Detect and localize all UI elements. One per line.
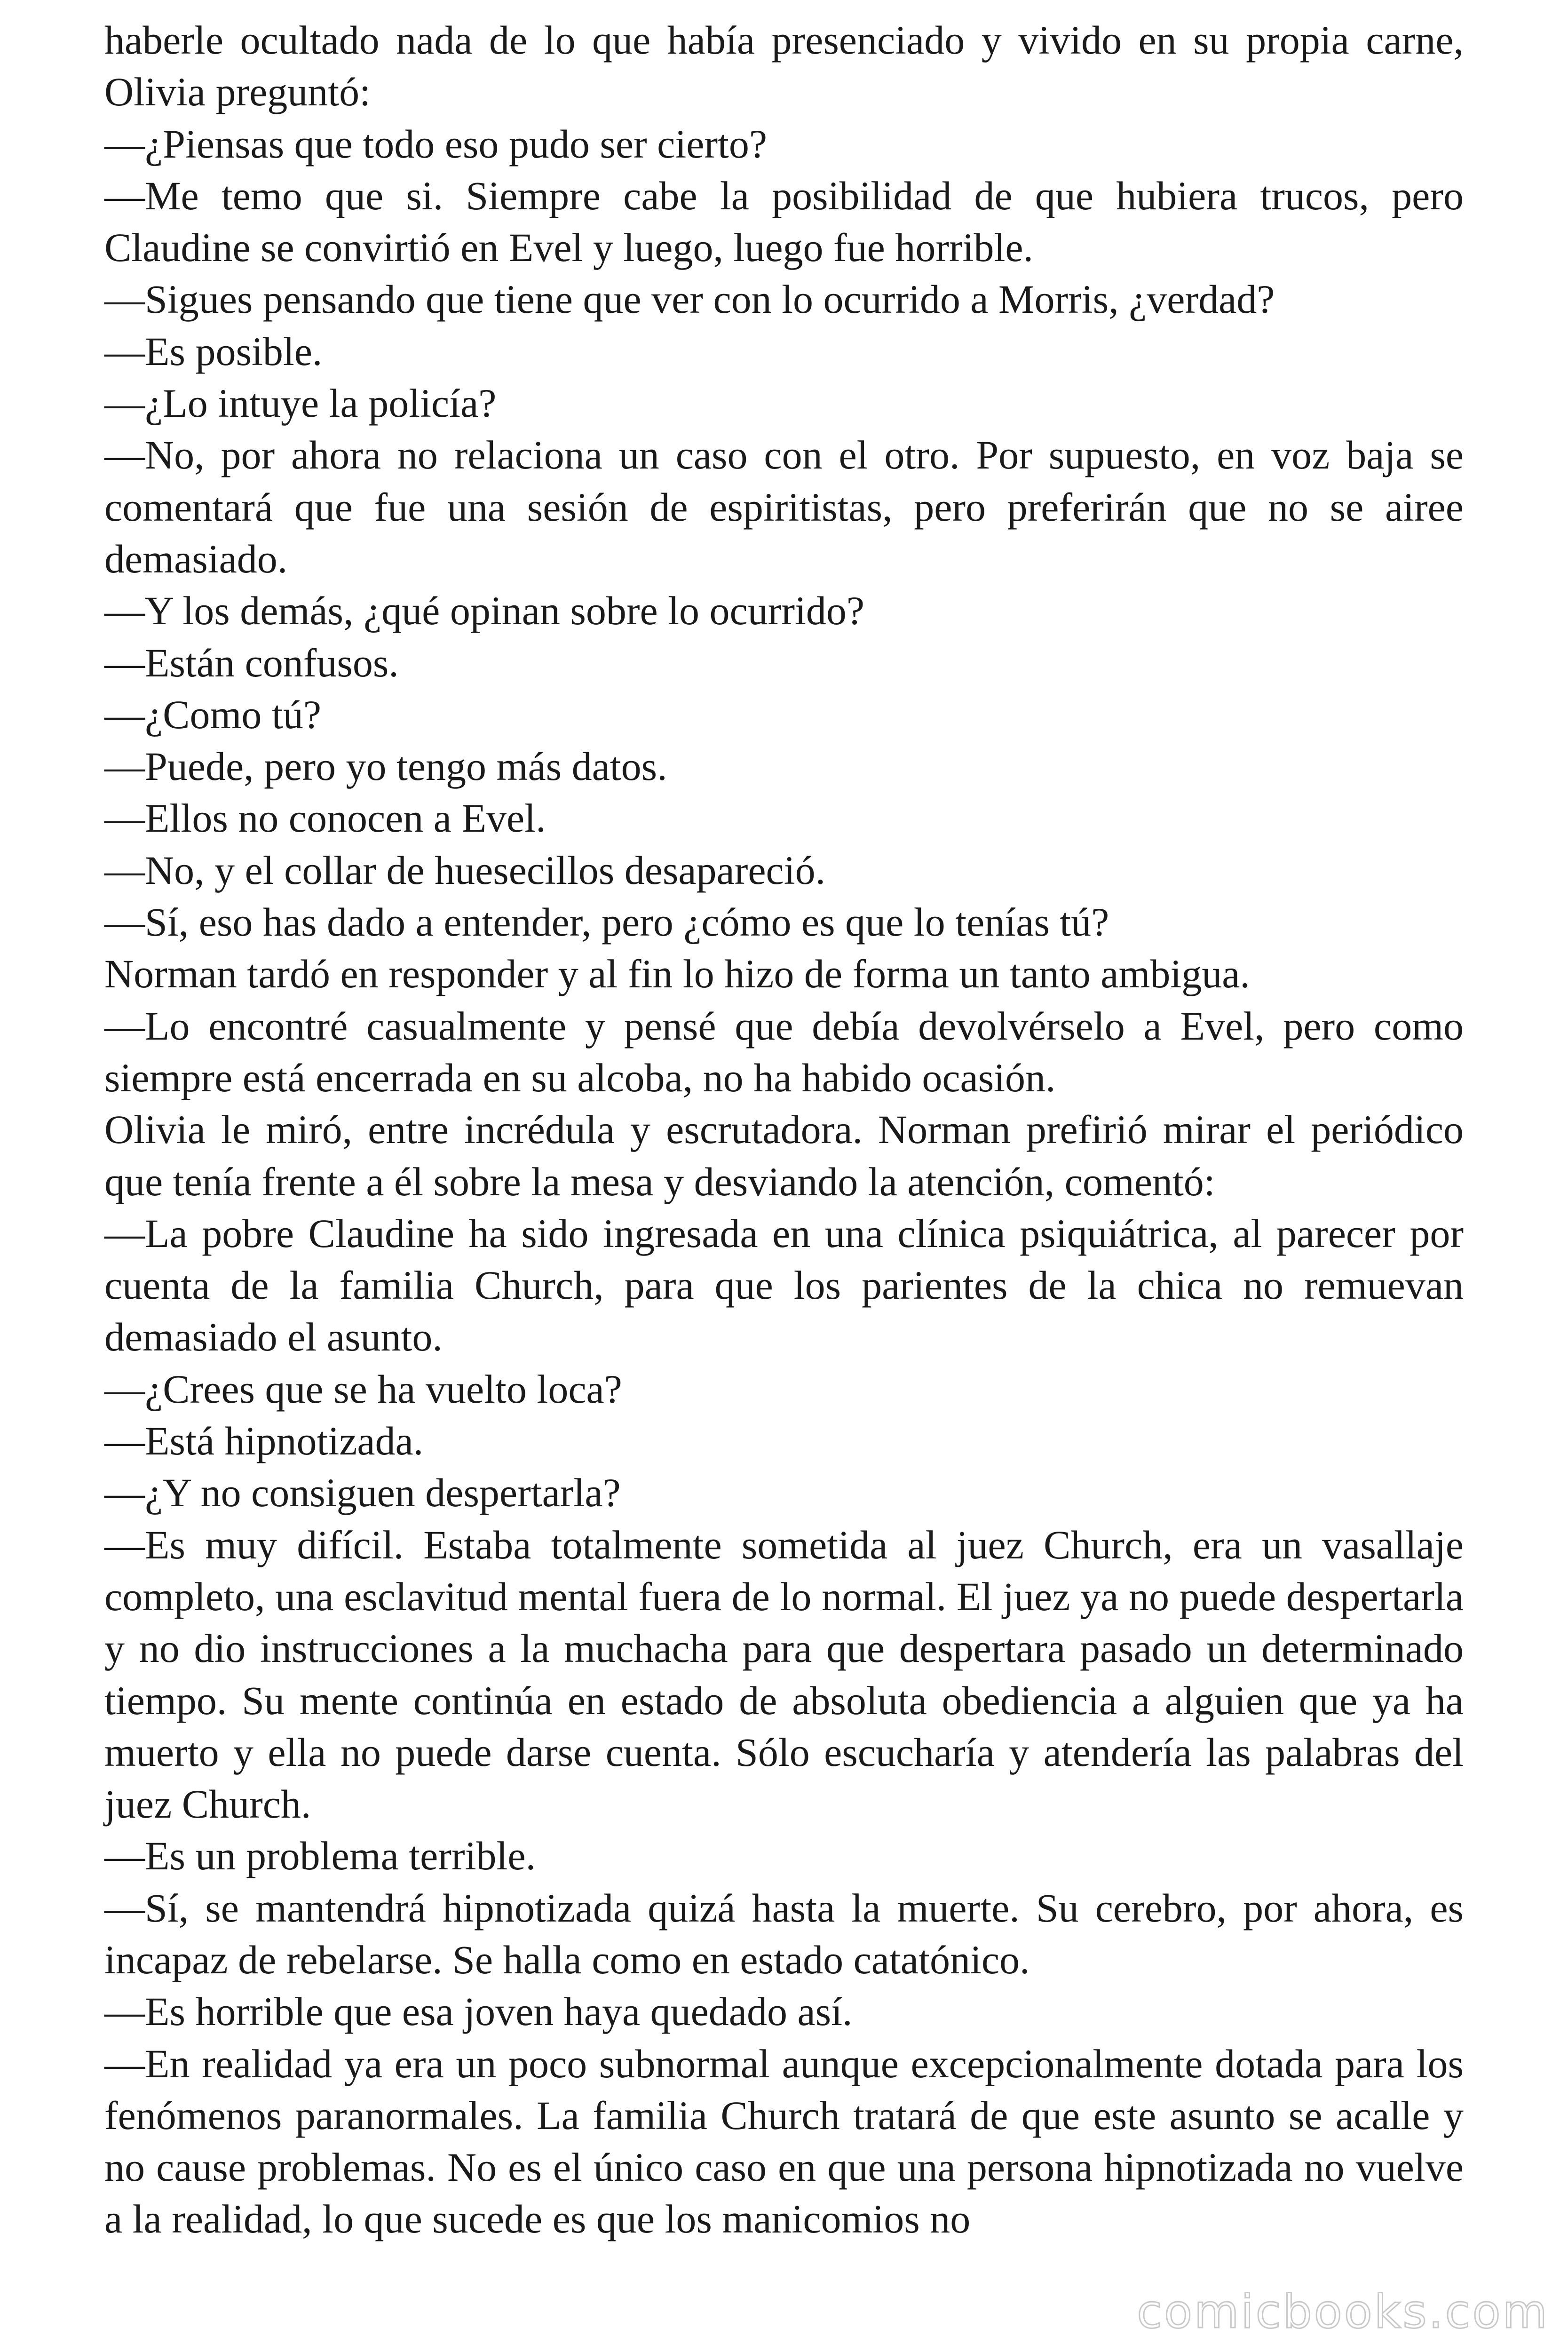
paragraph: —Está hipnotizada. xyxy=(104,1418,424,1464)
paragraph: —Sigues pensando que tiene que ver con lo ocurrido a Morris, ¿verdad? xyxy=(104,277,1275,322)
paragraph: —Sí, se mantendrá hipnotizada quizá hasta la muerte. Su cerebro, por ahora, es incapaz de rebelarse. Se halla como en estado catatónico. xyxy=(104,1885,1464,1982)
paragraph: —¿Como tú? xyxy=(104,691,321,737)
paragraph: —No, por ahora no relaciona un caso con el otro. Por supuesto, en voz baja se comentará que fue una sesión de espiritistas, pero preferirán que no se airee demasiado. xyxy=(104,432,1464,581)
paragraph: —Puede, pero yo tengo más datos. xyxy=(104,744,667,789)
paragraph: —¿Piensas que todo eso pudo ser cierto? xyxy=(104,121,768,167)
paragraph: —Sí, eso has dado a entender, pero ¿cómo es que lo tenías tú? xyxy=(104,899,1109,945)
paragraph: —¿Crees que se ha vuelto loca? xyxy=(104,1366,622,1412)
paragraph: —¿Y no consiguen despertarla? xyxy=(104,1470,621,1516)
paragraph: —Es horrible que esa joven haya quedado así. xyxy=(104,1989,853,2034)
paragraph: —Me temo que si. Siempre cabe la posibilidad de que hubiera trucos, pero Claudine se convirtió en Evel y luego, luego fue horrible. xyxy=(104,173,1464,270)
paragraph: —La pobre Claudine ha sido ingresada en una clínica psiquiátrica, al parecer por cuenta de la familia Church, para que los parientes de la chica no remuevan demasiado el asunto. xyxy=(104,1210,1464,1360)
paragraph: —No, y el collar de huesecillos desapareció. xyxy=(104,847,826,893)
paragraph: haberle ocultado nada de lo que había presenciado y vivido en su propia carne, Olivia preguntó: xyxy=(104,17,1464,115)
document-page xyxy=(104,14,1464,2319)
paragraph: —Es posible. xyxy=(104,328,323,374)
paragraph: —Ellos no conocen a Evel. xyxy=(104,795,546,841)
paragraph: Norman tardó en responder y al fin lo hizo de forma un tanto ambigua. xyxy=(104,951,1250,997)
paragraph: —Es muy difícil. Estaba totalmente sometida al juez Church, era un vasallaje completo, una esclavitud mental fuera de lo normal. El juez ya no puede despertarla y no dio instrucciones a la muchacha para que despertara pasado un determinado tiempo. Su mente continúa en estado de absoluta obediencia a alguien que ya ha muerto y ella no puede darse cuenta. Sólo escucharía y atendería las palabras del juez Church. xyxy=(104,1522,1464,1827)
paragraph: —Es un problema terrible. xyxy=(104,1833,536,1879)
watermark: comicbooks.com xyxy=(1137,2285,1549,2339)
paragraph: —En realidad ya era un poco subnormal aunque excepcionalmente dotada para los fenómenos paranormales. La familia Church tratará de que este asunto se acalle y no cause problemas. No es el único caso en que una persona hipnotizada no vuelve a la realidad, lo que sucede es que los manicomios no xyxy=(104,2041,1464,2242)
paragraph: —Lo encontré casualmente y pensé que debía devolvérselo a Evel, pero como siempre está encerrada en su alcoba, no ha habido ocasión. xyxy=(104,1003,1464,1100)
paragraph: —Y los demás, ¿qué opinan sobre lo ocurrido? xyxy=(104,588,865,634)
paragraph: —¿Lo intuye la policía? xyxy=(104,381,497,426)
paragraph: Olivia le miró, entre incrédula y escrutadora. Norman prefirió mirar el periódico que tenía frente a él sobre la mesa y desviando la atención, comentó: xyxy=(104,1107,1464,1204)
paragraph: —Están confusos. xyxy=(104,640,399,685)
